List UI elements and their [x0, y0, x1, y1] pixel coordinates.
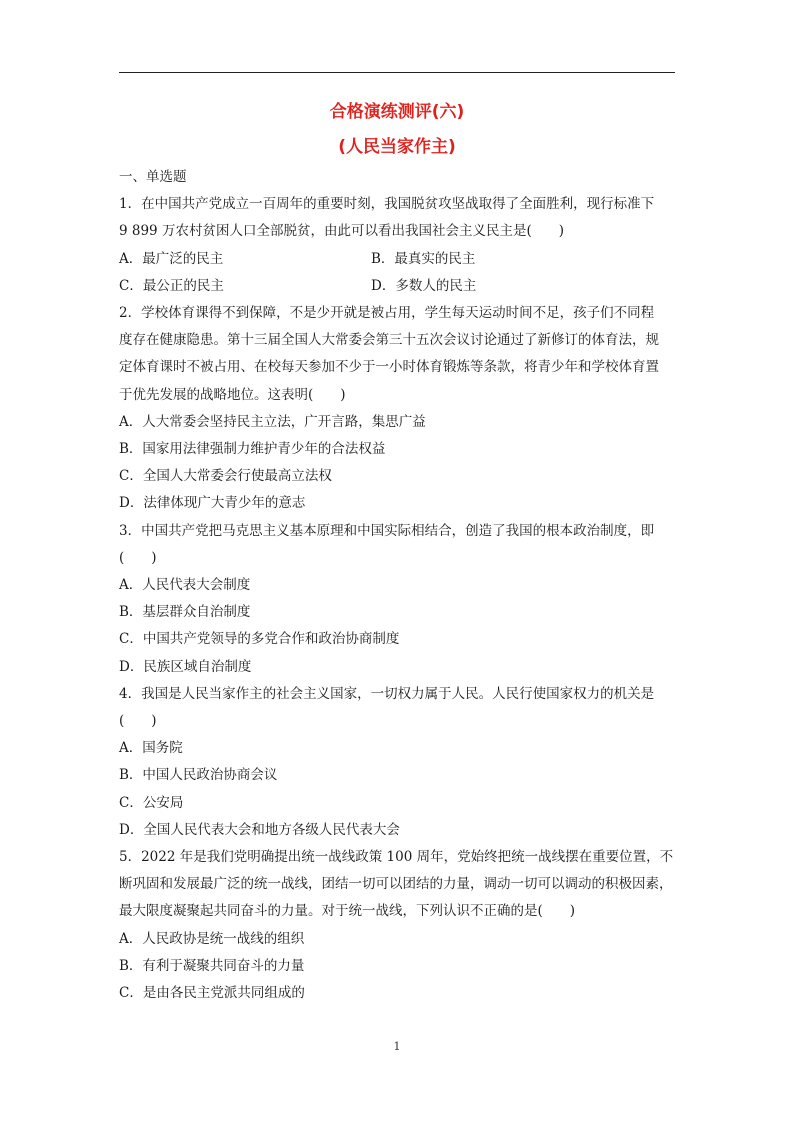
question-3-option-c: C．中国共产党领导的多党合作和政治协商制度 — [119, 631, 400, 648]
question-1-option-a: A．最广泛的民主 — [119, 250, 224, 267]
question-1-line-2: 9 899 万农村贫困人口全部脱贫，由此可以看出我国社会主义民主是( ) — [119, 223, 564, 240]
question-2-line-4: 于优先发展的战略地位。这表明( ) — [119, 386, 346, 403]
question-5-line-3: 最大限度凝聚起共同奋斗的力量。对于统一战线，下列认识不正确的是( ) — [119, 903, 576, 920]
question-4-option-b: B．中国人民政治协商会议 — [119, 767, 278, 784]
question-2-option-a: A．人大常委会坚持民主立法，广开言路，集思广益 — [119, 413, 426, 430]
question-2-line-1: 2．学校体育课得不到保障，不是少开就是被占用，学生每天运动时间不足，孩子们不同程 — [119, 305, 655, 322]
question-1-options-row-1 — [119, 246, 676, 273]
question-5-option-b: B．有利于凝聚共同奋斗的力量 — [119, 957, 305, 974]
question-3-option-b: B．基层群众自治制度 — [119, 604, 251, 621]
question-3-option-d: D．民族区域自治制度 — [119, 658, 252, 675]
question-2-option-b: B．国家用法律强制力维护青少年的合法权益 — [119, 441, 386, 458]
page-title: 合格演练测评(六) — [329, 102, 465, 122]
question-2-line-3: 定体育课时不被占用、在校每天参加不少于一小时体育锻炼等条款，将青少年和学校体育置 — [119, 359, 659, 376]
question-3-line-2: ( ) — [119, 549, 157, 566]
question-2-option-c: C．全国人大常委会行使最高立法权 — [119, 468, 332, 485]
question-2-line-2: 度存在健康隐患。第十三届全国人大常委会第三十五次会议讨论通过了新修订的体育法，规 — [119, 332, 659, 349]
question-4-line-2: ( ) — [119, 713, 157, 730]
question-5-option-a: A．人民政协是统一战线的组织 — [119, 930, 305, 947]
question-5-line-2: 断巩固和发展最广泛的统一战线，团结一切可以团结的力量，调动一切可以调动的积极因素， — [119, 876, 673, 893]
question-list — [119, 164, 676, 1007]
section-heading: 一、单选题 — [119, 169, 187, 185]
question-5-line-1: 5．2022 年是我们党明确提出统一战线政策 100 周年，党始终把统一战线摆在重要位置，不 — [119, 849, 674, 866]
question-3-line-1: 3．中国共产党把马克思主义基本原理和中国实际相结合，创造了我国的根本政治制度，即 — [119, 522, 655, 539]
question-4-option-d: D．全国人民代表大会和地方各级人民代表大会 — [119, 821, 400, 838]
header-rule — [119, 72, 675, 73]
question-5-option-c: C．是由各民主党派共同组成的 — [119, 985, 305, 1002]
question-1-option-c: C．最公正的民主 — [119, 277, 224, 294]
question-3-option-a: A．人民代表大会制度 — [119, 577, 251, 594]
question-1-option-d: D．多数人的民主 — [371, 277, 477, 294]
question-1-options-row-2 — [119, 273, 676, 300]
question-4-line-1: 4．我国是人民当家作主的社会主义国家，一切权力属于人民。人民行使国家权力的机关是 — [119, 685, 655, 702]
question-4-option-c: C．公安局 — [119, 794, 184, 811]
page-subtitle: (人民当家作主) — [338, 137, 456, 157]
question-4-option-a: A．国务院 — [119, 740, 183, 757]
question-1-option-b: B．最真实的民主 — [371, 250, 476, 267]
question-1-line-1: 1．在中国共产党成立一百周年的重要时刻，我国脱贫攻坚战取得了全面胜利，现行标准下 — [119, 196, 655, 213]
page-number: 1 — [393, 1040, 401, 1053]
question-2-option-d: D．法律体现广大青少年的意志 — [119, 495, 306, 512]
